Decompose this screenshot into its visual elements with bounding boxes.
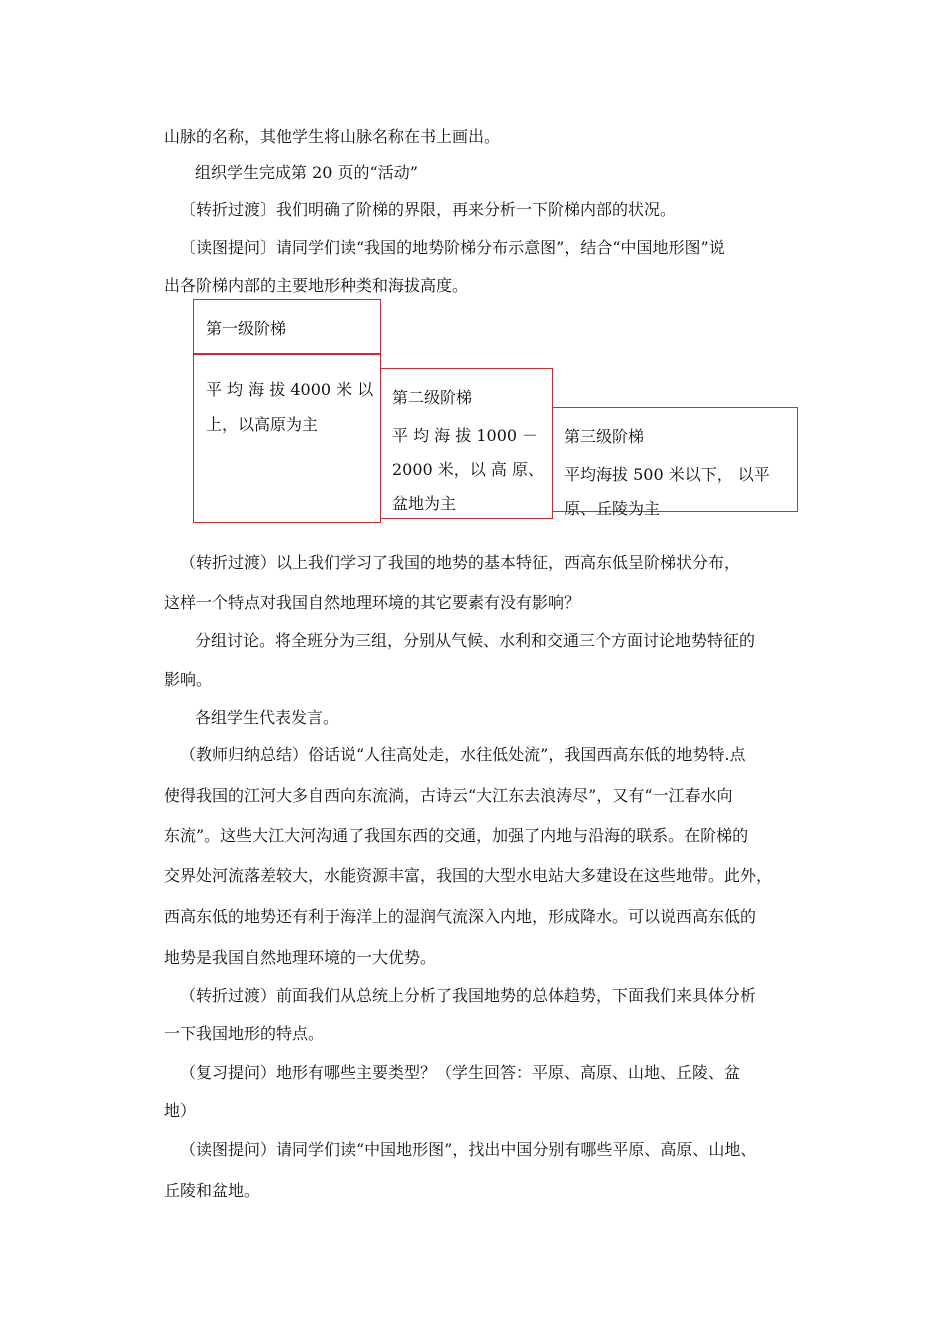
first-step-desc-box <box>193 353 381 523</box>
paragraph: 丘陵和盆地。 <box>164 1181 261 1200</box>
second-step-title: 第二级阶梯 <box>392 388 473 407</box>
paragraph: 一下我国地形的特点。 <box>164 1024 325 1043</box>
paragraph: 组织学生完成第 20 页的“活动” <box>195 163 418 182</box>
paragraph: 地） <box>164 1101 197 1120</box>
paragraph: （转折过渡）前面我们从总统上分析了我国地势的总体趋势，下面我们来具体分析 <box>180 986 757 1005</box>
paragraph: 出各阶梯内部的主要地形种类和海拔高度。 <box>164 276 469 295</box>
first-step-desc: 平 均 海 拔 4000 米 以 <box>206 380 374 399</box>
first-step-title: 第一级阶梯 <box>206 319 287 338</box>
paragraph: （读图提问）请同学们读“中国地形图”，找出中国分别有哪些平原、高原、山地、 <box>180 1140 757 1159</box>
paragraph: 这样一个特点对我国自然地理环境的其它要素有没有影响？ <box>164 593 581 612</box>
second-step-desc: 2000 米，以 高 原、 <box>392 460 544 479</box>
paragraph: 〔转折过渡〕我们明确了阶梯的界限，再来分析一下阶梯内部的状况。 <box>180 200 677 219</box>
paragraph: 山脉的名称，其他学生将山脉名称在书上画出。 <box>164 127 501 146</box>
paragraph: 西高东低的地势还有利于海洋上的湿润气流深入内地，形成降水。可以说西高东低的 <box>164 907 757 926</box>
third-step-desc: 平均海拔 500 米以下， 以平 <box>564 465 770 484</box>
paragraph: 使得我国的江河大多自西向东流淌，古诗云“大江东去浪涛尽”，又有“一江春水向 <box>164 786 733 805</box>
paragraph: 〔读图提问〕请同学们读“我国的地势阶梯分布示意图”，结合“中国地形图”说 <box>180 238 725 257</box>
paragraph: 影响。 <box>164 670 213 689</box>
paragraph: 分组讨论。将全班分为三组，分别从气候、水利和交通三个方面讨论地势特征的 <box>195 631 756 650</box>
third-step-title: 第三级阶梯 <box>564 427 645 446</box>
paragraph: 东流”。这些大江大河沟通了我国东西的交通，加强了内地与沿海的联系。在阶梯的 <box>164 826 749 845</box>
second-step-desc: 平 均 海 拔 1000 － <box>392 426 539 445</box>
paragraph: 各组学生代表发言。 <box>195 708 340 727</box>
first-step-desc: 上，以高原为主 <box>206 415 319 434</box>
paragraph: 地势是我国自然地理环境的一大优势。 <box>164 948 437 967</box>
paragraph: （教师归纳总结）俗话说“人往高处走，水往低处流”，我国西高东低的地势特.点 <box>180 745 746 764</box>
paragraph: （复习提问）地形有哪些主要类型？（学生回答：平原、高原、山地、丘陵、盆 <box>180 1063 741 1082</box>
paragraph: 交界处河流落差较大，水能资源丰富，我国的大型水电站大多建设在这些地带。此外， <box>164 866 773 885</box>
paragraph: （转折过渡）以上我们学习了我国的地势的基本特征，西高东低呈阶梯状分布， <box>180 553 741 572</box>
third-step-desc: 原、丘陵为主 <box>564 499 661 518</box>
second-step-desc: 盆地为主 <box>392 494 457 513</box>
third-step-box <box>552 407 798 512</box>
